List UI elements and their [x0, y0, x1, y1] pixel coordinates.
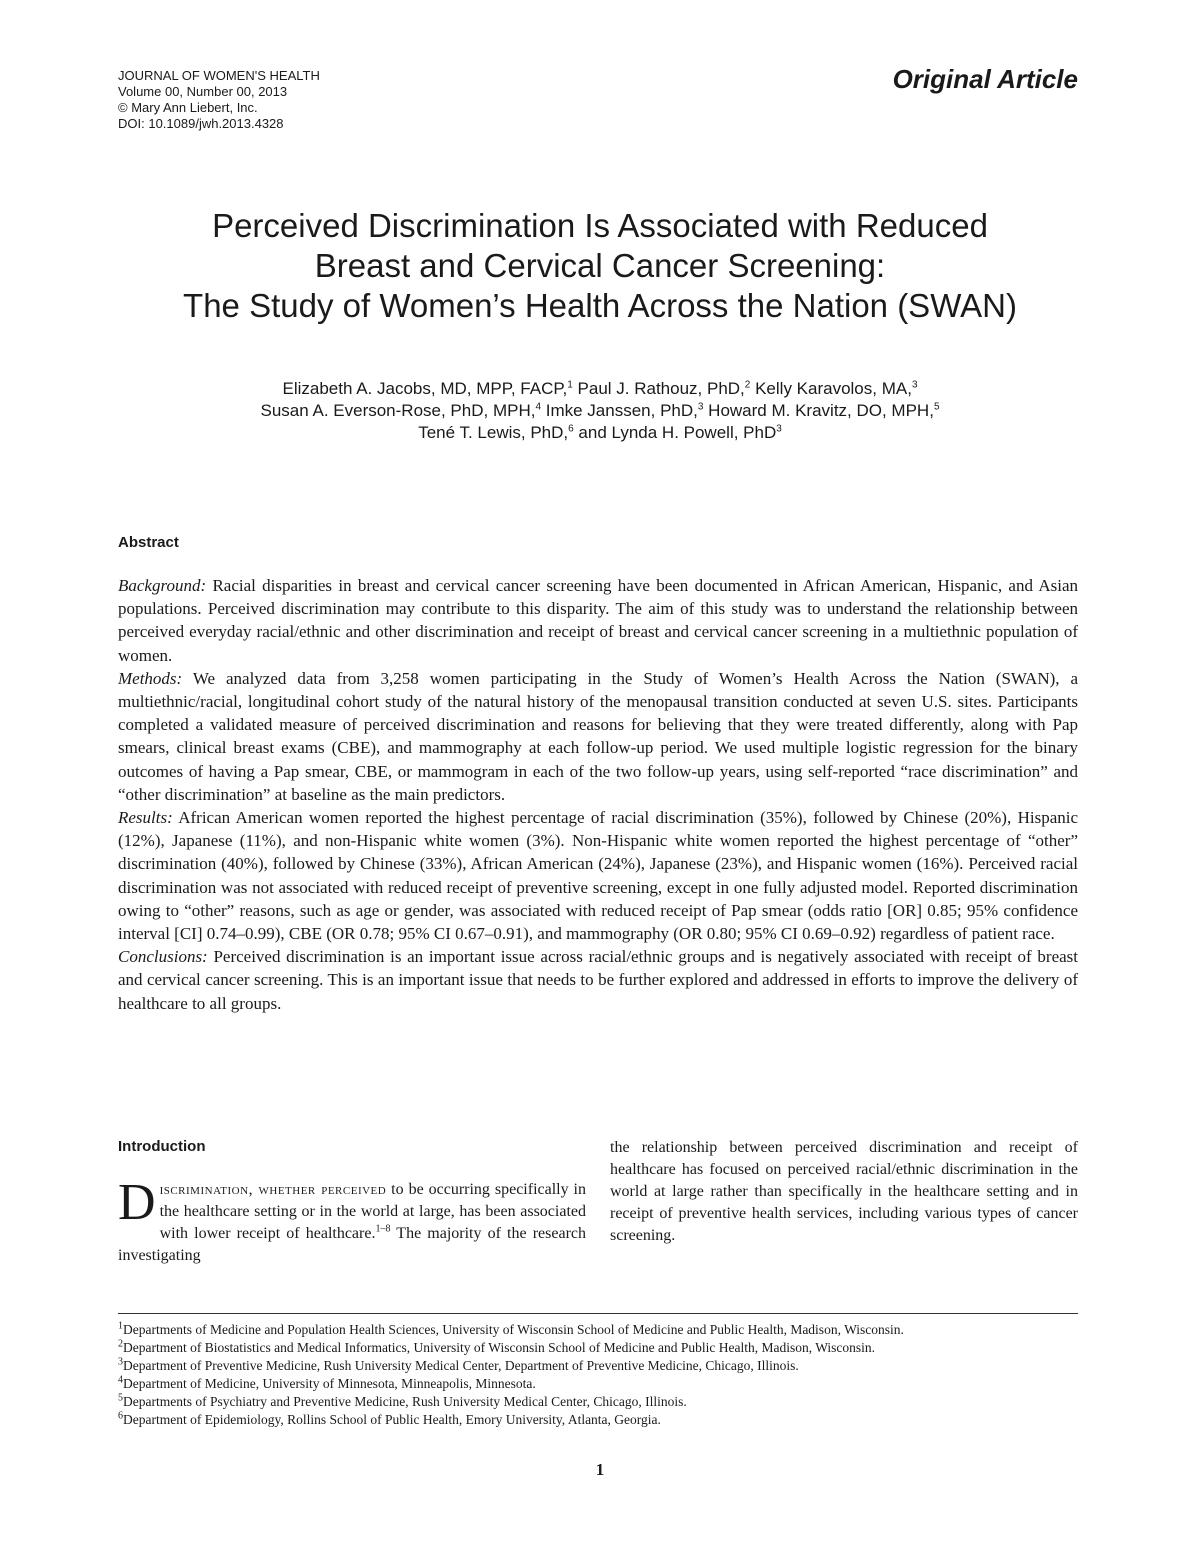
- introduction-heading: Introduction: [118, 1138, 206, 1155]
- intro-right-text: the relationship between perceived discrimination and receipt of healthcare has focused on perceived racial/ethnic discrimination in the world at large rather than specifically in the healthcare setting and in receipt of preventive health services, including various types of cancer screening.: [610, 1139, 1078, 1244]
- background-text: Racial disparities in breast and cervical cancer screening have been documented in African American, Hispanic, and Asian populations. Perceived discrimination may contribute to this disparity. The aim of this study was to understand the relationship between perceived everyday racial/ethnic and other discrimination and receipt of breast and cervical cancer screening in a multiethnic population of women.: [118, 576, 1079, 665]
- article-type: Original Article: [892, 64, 1078, 94]
- introduction-left-column: [118, 1174, 587, 1267]
- author-line-1: [100, 378, 1100, 400]
- author-name: Paul J. Rathouz, PhD,: [577, 379, 745, 398]
- footnote: $^6$Department of Epidemiology, Rollins School of Public Health, Emory University, Atlanta, Georgia.: [118, 1410, 661, 1427]
- footnote: $^3$Department of Preventive Medicine, Rush University Medical Center, Department of Preventive Medicine, Chicago, Illinois.: [118, 1356, 799, 1373]
- page-number: 1: [595, 1460, 605, 1479]
- abstract-results: [118, 806, 1078, 945]
- introduction-right-column: [610, 1137, 1078, 1247]
- lead-smallcaps: iscrimination, whether perceived: [159, 1181, 387, 1198]
- author-name: Kelly Karavolos, MA,: [755, 379, 912, 398]
- results-text: African American women reported the highest percentage of racial discrimination (35%), followed by Chinese (20%), Hispanic (12%), Japanese (11%), and non-Hispanic white women (3%). Non-Hispanic white women reported the highest percentage of “other” discrimination (40%), followed by Chinese (33%), African American (24%), Japanese (23%), and Hispanic women (16%). Perceived racial discrimination was not associated with reduced receipt of preventive screening, except in one fully adjusted model. Reported discrimination owing to “other” reasons, such as age or gender, was associated with reduced receipt of Pap smear (odds ratio [OR] 0.85; 95% confidence interval [CI] 0.74–0.99), CBE (OR 0.78; 95% CI 0.67–0.91), and mammography (OR 0.80; 95% CI 0.69–0.92) regardless of patient race.: [118, 808, 1079, 944]
- drop-cap: D: [118, 1174, 156, 1231]
- footnote: $^4$Department of Medicine, University of Minnesota, Minneapolis, Minnesota.: [118, 1374, 536, 1391]
- author-name: Tené T. Lewis, PhD,: [418, 423, 569, 442]
- citation-ref: 1–8: [375, 1223, 391, 1235]
- title-line-3: The Study of Women’s Health Across the Nation (SWAN): [183, 287, 1017, 324]
- author-affiliation: 3: [776, 423, 782, 435]
- journal-doi: DOI: 10.1089/jwh.2013.4328: [118, 116, 284, 131]
- author-affiliation: 3: [911, 379, 918, 391]
- footnote-divider: [118, 1313, 1078, 1314]
- author-affiliation: 6: [568, 423, 574, 435]
- author-name: Howard M. Kravitz, DO, MPH,: [708, 401, 934, 420]
- abstract-conclusions: [118, 945, 1078, 1015]
- journal-copyright: © Mary Ann Liebert, Inc.: [118, 100, 258, 115]
- journal-volume: Volume 00, Number 00, 2013: [118, 84, 288, 99]
- conclusions-label: Conclusions:: [118, 947, 208, 967]
- author-list: [100, 378, 1100, 444]
- conclusions-text: Perceived discrimination is an important issue across racial/ethnic groups and is negatively associated with receipt of breast and cervical cancer screening. This is an important issue that needs to be further explored and addressed in efforts to improve the delivery of healthcare to all groups.: [118, 947, 1079, 1013]
- author-line-2: [100, 400, 1100, 422]
- author-affiliation: 4: [535, 401, 542, 413]
- abstract-background: [118, 574, 1078, 667]
- title-line-1: Perceived Discrimination Is Associated with Reduced: [212, 207, 988, 244]
- author-name: Imke Janssen, PhD,: [545, 401, 698, 420]
- background-label: Background:: [118, 576, 207, 595]
- author-name: Susan A. Everson-Rose, PhD, MPH,: [260, 401, 536, 420]
- title-line-2: Breast and Cervical Cancer Screening:: [314, 247, 886, 284]
- abstract-heading: Abstract: [118, 534, 179, 551]
- journal-name: JOURNAL OF WOMEN'S HEALTH: [118, 68, 320, 83]
- affiliation-footnotes: [118, 1321, 1078, 1429]
- author-affiliation: 5: [933, 401, 940, 413]
- author-affiliation: 3: [697, 401, 704, 413]
- author-affiliation: 1: [567, 379, 573, 391]
- author-affiliation: 2: [744, 379, 751, 391]
- methods-text: We analyzed data from 3,258 women participating in the Study of Women’s Health Across the Nation (SWAN), a multiethnic/racial, longitudinal cohort study of the natural history of the menopausal transition conducted at seven U.S. sites. Participants completed a validated measure of perceived discrimination and reasons for believing that they were treated differently, along with Pap smears, clinical breast exams (CBE), and mammography at each follow-up period. We used multiple logistic regression for the binary outcomes of having a Pap smear, CBE, or mammogram in each of the two follow-up years, using self-reported “race discrimination” and “other discrimination” at baseline as the main predictors.: [118, 668, 1078, 804]
- abstract-methods: [118, 667, 1078, 806]
- author-name: Elizabeth A. Jacobs, MD, MPP, FACP,: [282, 379, 568, 398]
- abstract-body: [118, 574, 1078, 1015]
- intro-left-text-2: The majority of the research investigating: [118, 1225, 586, 1264]
- article-title: [100, 206, 1100, 326]
- intro-left-text: to be occurring specifically in the healthcare setting or in the world at large, has been associated with lower receipt of healthcare.: [159, 1181, 587, 1242]
- results-label: Results:: [118, 808, 173, 828]
- footnote: $^5$Departments of Psychiatry and Preventive Medicine, Rush University Medical Center, Chicago, Illinois.: [118, 1392, 687, 1409]
- footnote: $^2$Department of Biostatistics and Medical Informatics, University of Wisconsin School of Medicine and Public Health, Madison, Wisconsin.: [118, 1338, 876, 1355]
- footnote: $^1$Departments of Medicine and Population Health Sciences, University of Wisconsin School of Medicine and Public Health, Madison, Wisconsin.: [118, 1320, 904, 1337]
- author-line-3: [100, 422, 1100, 444]
- methods-label: Methods:: [118, 668, 183, 688]
- author-name: and Lynda H. Powell, PhD: [578, 423, 777, 442]
- journal-meta: [118, 68, 320, 132]
